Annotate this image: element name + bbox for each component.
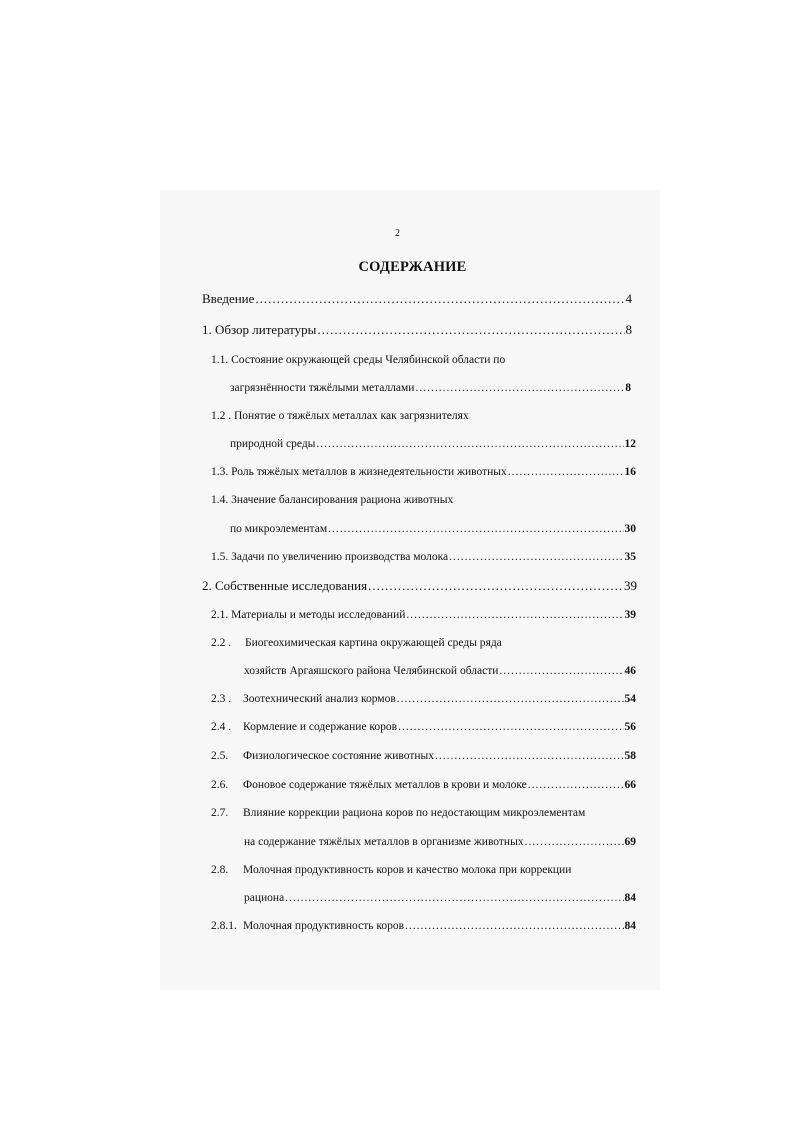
- toc-leader: [255, 291, 624, 307]
- toc-entry-1-4-line2: [230, 521, 636, 537]
- toc-entry-1-2-line2: [230, 436, 636, 452]
- toc-leader: [328, 521, 623, 537]
- toc-entry-text: Кормление и содержание коров: [243, 721, 398, 733]
- toc-entry-chapter-1: [202, 322, 632, 338]
- toc-entry-1-4-line1: [211, 492, 453, 508]
- toc-entry-text: Молочная продуктивность коров и качество молока при коррекции: [243, 864, 572, 876]
- toc-entry-2-7-line1: [211, 805, 585, 821]
- toc-entry-page: 12: [624, 438, 636, 450]
- toc-entry-page: 54: [624, 693, 636, 705]
- toc-entry-text: по микроэлементам: [230, 523, 328, 535]
- toc-entry-page: 84: [624, 920, 636, 932]
- toc-entry-text: Молочная продуктивность коров: [243, 920, 405, 932]
- toc-entry-2-8-line2: [244, 890, 636, 906]
- toc-entry-text: 2.1. Материалы и методы исследований: [211, 609, 406, 621]
- toc-entry-number: 2.8.1.: [211, 920, 237, 932]
- toc-leader: [435, 748, 624, 764]
- toc-entry-page: 16: [624, 466, 636, 478]
- toc-entry-text: рациона: [244, 892, 285, 904]
- toc-entry-page: 8: [625, 322, 632, 337]
- toc-leader: [449, 549, 623, 565]
- toc-entry-text: Физиологическое состояние животных: [243, 750, 434, 762]
- toc-leader: [499, 663, 623, 679]
- toc-leader: [368, 578, 623, 594]
- toc-leader: [508, 464, 624, 480]
- toc-entry-2-5: [211, 748, 636, 764]
- toc-entry-1-2-line1: [211, 408, 469, 424]
- toc-entry-page: 39: [624, 578, 637, 593]
- toc-entry-2-1: [211, 607, 636, 623]
- page-title: СОДЕРЖАНИЕ: [358, 259, 467, 275]
- toc-entry-page: 35: [624, 551, 636, 563]
- toc-entry-page: 8: [625, 382, 631, 394]
- toc-entry-text: Введение: [202, 291, 255, 306]
- toc-entry-1-1-line1: [211, 352, 505, 368]
- toc-entry-1-5: [211, 549, 636, 565]
- toc-entry-number: 2.2 .: [211, 637, 232, 649]
- toc-entry-2-7-line2: [244, 834, 636, 850]
- toc-entry-2-8-1: [211, 918, 636, 934]
- toc-leader: [317, 322, 624, 338]
- toc-entry-page: 58: [624, 750, 636, 762]
- toc-entry-chapter-2: [202, 578, 637, 594]
- toc-entry-text: 1.3. Роль тяжёлых металлов в жизнедеятельности животных: [211, 466, 507, 478]
- toc-entry-text: на содержание тяжёлых металлов в организме животных: [244, 836, 524, 848]
- toc-entry-page: 30: [624, 523, 636, 535]
- toc-entry-text: 1.2 . Понятие о тяжёлых металлах как загрязнителях: [211, 410, 469, 422]
- toc-entry-text: природной среды: [230, 438, 316, 450]
- toc-leader: [285, 890, 623, 906]
- toc-entry-text: 1.4. Значение балансирования рациона животных: [211, 494, 454, 506]
- page-number: 2: [395, 228, 400, 239]
- toc-entry-number: 2.4 .: [211, 721, 232, 733]
- toc-entry-text: Биогеохимическая картина окружающей среды ряда: [245, 637, 502, 649]
- toc-entry-page: 46: [624, 665, 636, 677]
- toc-entry-text: 1.1. Состояние окружающей среды Челябинской области по: [211, 354, 506, 366]
- toc-entry-2-2-line1: [211, 635, 502, 651]
- toc-leader: [397, 691, 624, 707]
- toc-entry-page: 4: [625, 291, 632, 306]
- toc-entry-text: 1. Обзор литературы: [202, 322, 317, 337]
- toc-leader: [525, 834, 624, 850]
- toc-leader: [406, 607, 623, 623]
- toc-leader: [316, 436, 623, 452]
- toc-entry-page: 69: [624, 836, 636, 848]
- toc-entry-text: 1.5. Задачи по увеличению производства молока: [211, 551, 449, 563]
- toc-entry-text: Влияние коррекции рациона коров по недостающим микроэлементам: [243, 807, 586, 819]
- toc-entry-page: 39: [624, 609, 636, 621]
- toc-entry-text: хозяйств Аргаяшского района Челябинской области: [244, 665, 499, 677]
- toc-entry-page: 66: [624, 779, 636, 791]
- toc-entry-number: 2.5.: [211, 750, 229, 762]
- toc-entry-2-2-line2: [244, 663, 636, 679]
- toc-entry-1-3: [211, 464, 636, 480]
- toc-entry-number: 2.7.: [211, 807, 229, 819]
- toc-leader: [528, 777, 624, 793]
- toc-entry-introduction: [202, 291, 632, 307]
- toc-entry-2-3: [211, 691, 636, 707]
- toc-entry-page: 84: [624, 892, 636, 904]
- toc-entry-2-4: [211, 719, 636, 735]
- toc-entry-text: 2. Собственные исследования: [202, 578, 368, 593]
- toc-leader: [415, 380, 624, 396]
- toc-entry-text: загрязнённости тяжёлыми металлами: [230, 382, 415, 394]
- toc-entry-number: 2.6.: [211, 779, 229, 791]
- toc-entry-page: 56: [624, 721, 636, 733]
- toc-leader: [398, 719, 623, 735]
- toc-entry-number: 2.8.: [211, 864, 229, 876]
- toc-entry-2-8-line1: [211, 862, 571, 878]
- toc-entry-text: Зоотехнический анализ кормов: [243, 693, 396, 705]
- toc-entry-number: 2.3 .: [211, 693, 232, 705]
- toc-entry-1-1-line2: [230, 380, 631, 396]
- toc-leader: [405, 918, 623, 934]
- toc-entry-text: Фоновое содержание тяжёлых металлов в крови и молоке: [243, 779, 527, 791]
- toc-entry-2-6: [211, 777, 636, 793]
